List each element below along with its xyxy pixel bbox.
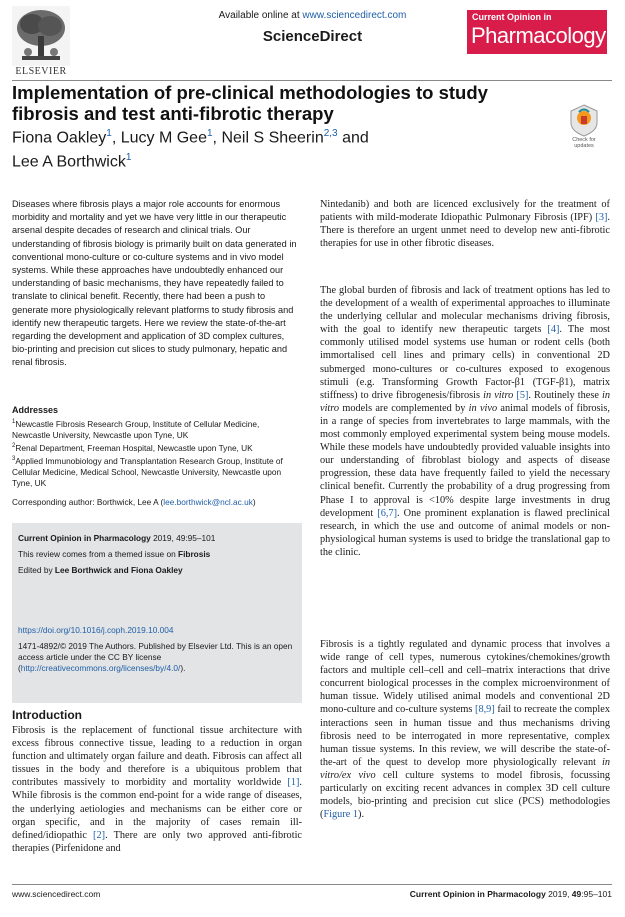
body-text: . There is therefore an urgent unmet need to develop new anti-fibrotic therapies for use in other fibrotic diseases. <box>320 212 610 250</box>
corresponding-email-link[interactable]: lee.borthwick@ncl.ac.uk <box>163 497 253 507</box>
info-edited-prefix: Edited by <box>18 565 55 575</box>
reference-link[interactable]: [8,9] <box>475 704 495 716</box>
introduction-heading: Introduction <box>12 708 82 722</box>
doi-link[interactable]: https://doi.org/10.1016/j.coph.2019.10.004 <box>18 625 174 635</box>
italic-term: in vitro <box>483 389 514 401</box>
italic-term: in vitro <box>320 389 611 414</box>
info-editors <box>18 565 183 575</box>
info-theme <box>18 549 210 559</box>
author-separator: , <box>212 129 222 147</box>
footer-divider <box>12 884 612 885</box>
body-text: fail to recreate the complex interactions seen in human tissue and thus mechanisms driving fibrosis need to be interrogated in more representative, complex human tissue systems. In this review, we will describe the state-of-the-art of the quest to develop more physiologically relevant <box>320 704 610 768</box>
article-title: Implementation of pre-clinical methodologies to study fibrosis and test anti-fibrotic therapy <box>12 82 488 124</box>
journal-badge <box>467 10 607 54</box>
reference-link[interactable]: [2] <box>93 829 106 841</box>
author-separator: , <box>111 129 121 147</box>
author-affiliation[interactable]: 2,3 <box>323 128 338 139</box>
author-affiliation[interactable]: 1 <box>206 128 213 139</box>
body-text: Fibrosis is a tightly regulated and dynamic process that involves a wide range of cell types, numerous cytokines/chemokines/growth factors and multiple cell–cell and cell–matrix interactions that drive concurrent biological processes in the complex microenvironment of human tissue. Widely utilised animal models and conventional 2D mono-culture and co-culture systems <box>320 639 610 716</box>
check-for-updates-label: Check for updates <box>572 137 596 149</box>
publisher-name: ELSEVIER <box>15 66 67 77</box>
footer-volume: 49 <box>571 889 582 899</box>
author-affiliation[interactable]: 1 <box>106 128 112 139</box>
info-theme-name: Fibrosis <box>178 549 211 559</box>
author-name: Lee A Borthwick <box>12 153 126 171</box>
address-item <box>12 417 297 441</box>
journal-badge-main: Pharmacology <box>471 23 606 48</box>
license-statement <box>18 641 296 674</box>
address-number: 3 <box>12 456 16 463</box>
footer-website[interactable]: www.sciencedirect.com <box>12 889 101 899</box>
journal-badge-top: Current Opinion in <box>472 12 552 22</box>
info-theme-prefix: This review comes from a themed issue on <box>18 549 179 559</box>
author-separator: and <box>337 129 369 147</box>
author-affiliation[interactable]: 1 <box>125 152 132 164</box>
footer-journal: Current Opinion in Pharmacology <box>409 889 546 899</box>
license-suffix: ). <box>180 663 186 673</box>
body-text: cell culture systems to model fibrosis, focussing particularly on exciting recent advances in complex 3D cell culture models, bio-printing and precision cut slice (PCS) methodologies ( <box>320 769 611 821</box>
platform-name: ScienceDirect <box>262 28 363 45</box>
footer-pages: :95–101 <box>581 889 612 899</box>
corresponding-suffix: ) <box>252 497 256 507</box>
reference-link[interactable]: [6,7] <box>377 507 398 519</box>
body-text: ). <box>358 809 365 821</box>
address-item <box>12 454 297 489</box>
author-name: Fiona Oakley <box>12 129 107 147</box>
addresses-heading: Addresses <box>12 405 59 415</box>
address-text: Applied Immunobiology and Transplantation Research Group, Institute of Cellular Medicine, Medical School, Newcastle University, Newcastle upon Tyne, UK <box>12 455 283 489</box>
body-text: The global burden of fibrosis and lack of treatment options has led to the development of a wealth of experimental approaches to illuminate the underlying cellular and molecular mechanisms driving fibrosis, with the goal to identify new therapeutic targets <box>320 285 610 336</box>
body-text: models are complemented by <box>339 402 469 414</box>
license-prefix: 1471-4892/© 2019 The Authors. Published by Elsevier Ltd. This is an open access article under the CC BY license ( <box>18 641 293 673</box>
body-paragraph-3 <box>320 638 610 821</box>
info-citation <box>18 533 215 543</box>
address-item <box>12 441 297 454</box>
info-volume-pages: 2019, 49:95–101 <box>150 533 216 543</box>
body-text: . The most commonly utilised model systems use human or rodent cells (both immortalised cell lines and primary cells) in conventional 2D submerged mono-cultures or co-cultures exposed to exogenous stimuli (e.g. Transforming Growth Factor-β1 (TGF-β1), matrix stiffness) to drive fibrogenesis/fibrosis <box>320 324 610 401</box>
introduction-text <box>12 724 302 855</box>
footer-year: 2019, <box>545 889 572 899</box>
info-editor-names: Lee Borthwick and Fiona Oakley <box>54 565 183 575</box>
body-paragraph-1 <box>320 198 610 250</box>
reference-link[interactable]: [4] <box>547 324 560 336</box>
reference-link[interactable]: [1] <box>287 777 300 789</box>
address-number: 2 <box>12 443 16 450</box>
availability-prefix: Available online at <box>218 10 303 21</box>
body-paragraph-2 <box>320 284 610 559</box>
header-divider <box>12 80 612 81</box>
abstract: Diseases where fibrosis plays a major role accounts for enormous morbidity and mortality and yet we have very little in our therapeutic arsenal despite decades of research and clinical trials. Our understanding of fibrosis biology is primarily built on data generated in conventional mono-culture or co-culture systems and in vivo model systems. While these approaches have undoubtedly enhanced our understanding of basic mechanisms, they have repeatedly failed to translate to clinical benefit. Recently, there had been a push to generate more physiologically relevant platforms to study fibrosis and identify new therapeutic targets. Here we review the state-of-the-art regarding the development and application of 3D complex cultures, bio-printing and precision cut slices to study pulmonary, hepatic and renal fibrosis. <box>12 199 297 368</box>
body-text: . One prominent explanation is flawed preclinical research, in which the use and outcome of animal models or non-physiological human systems is used to bridge the translational gap to the clinic. <box>320 507 610 558</box>
article-info-box <box>12 523 302 703</box>
body-text: . Routinely these <box>528 389 602 401</box>
reference-link[interactable]: [5] <box>516 389 529 401</box>
reference-link[interactable]: [3] <box>595 212 608 224</box>
sciencedirect-link[interactable]: www.sciencedirect.com <box>302 10 407 21</box>
body-text: Nintedanib) and both are licenced exclusively for the treatment of patients with mild-moderate Idiopathic Pulmonary Fibrosis (IPF) <box>320 199 610 224</box>
address-text: Newcastle Fibrosis Research Group, Institute of Cellular Medicine, Newcastle University, Newcastle upon Tyne, UK <box>12 418 260 440</box>
author-name: Lucy M Gee <box>120 129 207 147</box>
intro-text: Fibrosis is the replacement of functional tissue architecture with excess fibrous connective tissue, leading to a reduction in organ function and ultimately organ failure and death. Fibrosis can affect all tissues in the body and therefore is a ubiquitous problem that contributes massively to morbidity and mortality worldwide <box>12 725 302 789</box>
address-number: 1 <box>12 419 16 425</box>
intro-text: . While fibrosis is the common end-point for a wide range of diseases, the underlying aetiologies and mechanisms can be either core or organ specific, and in the majority of cases remain ill-defined/idiopathic <box>12 777 302 841</box>
body-text: animal models of fibrosis, in a range of species from invertebrates to large mammals, with the most commonly employed experimental system being mouse models. While these models have undoubtedly provided valuable insights into our understanding of fibroblast biology and aspects of disease progression, these data have frequently failed to yield the necessary clinical benefit. Currently the probability of a drug progressing from Phase I to approval is <10% despite large investments in drug development <box>320 402 611 519</box>
license-link[interactable]: http://creativecommons.org/licenses/by/4.0/ <box>20 663 181 673</box>
corresponding-prefix: Corresponding author: Borthwick, Lee A ( <box>12 497 164 507</box>
intro-text: . There are only two approved anti-fibrotic therapies (Pirfenidone and <box>12 829 302 854</box>
info-journal: Current Opinion in Pharmacology <box>18 533 151 543</box>
author-list <box>12 124 532 173</box>
footer-citation <box>394 889 612 899</box>
author-name: Neil S Sheerin <box>221 129 324 147</box>
italic-term: in vivo <box>468 402 498 414</box>
figure-link[interactable]: Figure 1 <box>323 809 359 821</box>
address-text: Renal Department, Freeman Hospital, Newcastle upon Tyne, UK <box>15 442 253 453</box>
italic-term: in vitro/ex vivo <box>320 756 610 781</box>
corresponding-author <box>12 497 302 507</box>
check-for-updates-icon[interactable] <box>569 103 599 137</box>
address-list <box>12 417 297 490</box>
